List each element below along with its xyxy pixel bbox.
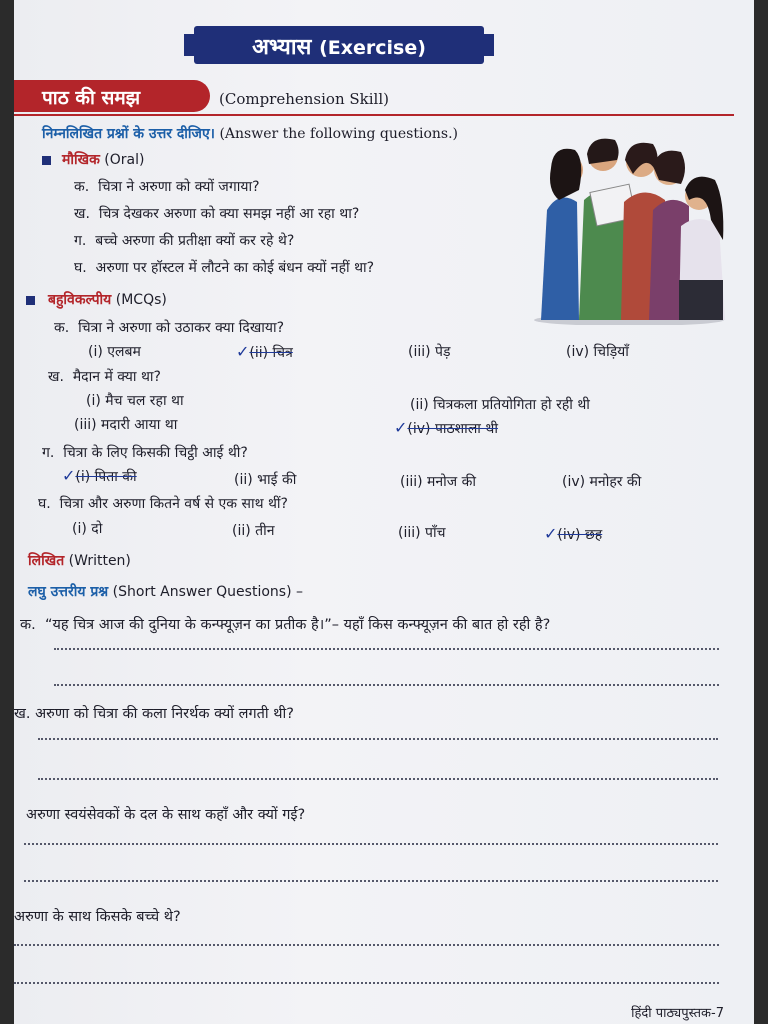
section-subtitle: (Comprehension Skill) — [219, 90, 389, 108]
mcq-option: (iv) चिड़ियाँ — [566, 344, 629, 360]
mcq-option: (iii) मदारी आया था — [74, 417, 178, 433]
mcq-option: (i) मैच चल रहा था — [86, 393, 184, 409]
mcq-option: (iii) मनोज की — [400, 474, 477, 490]
written-question: ख. अरुणा को चित्रा की कला निरर्थक क्यों लगती थी? — [14, 706, 294, 722]
answer-line[interactable] — [14, 944, 719, 946]
mcq-question: ख. मैदान में क्या था? — [48, 369, 161, 385]
mcq-option: (iii) पाँच — [398, 525, 446, 541]
girls-illustration — [529, 130, 734, 325]
instruction-hindi: निम्नलिखित प्रश्नों के उत्तर दीजिए। — [42, 126, 215, 142]
short-answer-heading: लघु उत्तरीय प्रश्न (Short Answer Questions) – — [28, 584, 303, 600]
mcq-option: (ii) चित्रकला प्रतियोगिता हो रही थी — [410, 397, 590, 413]
mcq-heading: बहुविकल्पीय (MCQs) — [48, 292, 167, 308]
mcq-bullet — [26, 296, 35, 305]
answer-line[interactable] — [38, 778, 718, 780]
banner-hindi: अभ्यास — [252, 35, 312, 60]
mcq-option: (iii) पेड़ — [408, 344, 451, 360]
mcq-question: ग. चित्रा के लिए किसकी चिट्ठी आई थी? — [42, 445, 248, 461]
answer-line[interactable] — [24, 843, 718, 845]
written-question: क. “यह चित्र आज की दुनिया के कन्फ्यूज़न का प्रतीक है।”– यहाँ किस कन्फ्यूज़न की बात हो रही है? — [20, 617, 551, 633]
page-footer: हिंदी पाठ्यपुस्तक-7 — [631, 1006, 724, 1021]
answer-line[interactable] — [54, 648, 719, 650]
instruction — [42, 124, 458, 143]
mcq-option: (i) दो — [72, 521, 103, 537]
oral-heading: मौखिक (Oral) — [62, 152, 145, 168]
mcq-option-marked: ✓(iv) पाठशाला थी — [394, 418, 498, 437]
mcq-question: क. चित्रा ने अरुणा को उठाकर क्या दिखाया? — [54, 320, 285, 336]
mcq-option: (ii) तीन — [232, 523, 275, 539]
mcq-option-marked: ✓(iv) छह — [544, 524, 603, 543]
banner-english: (Exercise) — [319, 37, 426, 59]
answer-line[interactable] — [38, 738, 718, 740]
written-question: अरुणा स्वयंसेवकों के दल के साथ कहाँ और क्यों गई? — [26, 807, 306, 823]
mcq-option-marked: ✓(i) पिता की — [62, 466, 137, 485]
oral-question: ग. बच्चे अरुणा की प्रतीक्षा क्यों कर रहे थे? — [74, 233, 295, 249]
written-question: अरुणा के साथ किसके बच्चे थे? — [14, 909, 181, 925]
mcq-option: (iv) मनोहर की — [562, 474, 642, 490]
instruction-english: (Answer the following questions.) — [219, 126, 458, 142]
answer-line[interactable] — [14, 982, 719, 984]
oral-question: ख. चित्र देखकर अरुणा को क्या समझ नहीं आ रहा था? — [74, 206, 360, 222]
mcq-question: घ. चित्रा और अरुणा कितने वर्ष से एक साथ थीं? — [38, 496, 288, 512]
oral-bullet — [42, 156, 51, 165]
written-heading: लिखित (Written) — [28, 553, 131, 569]
oral-question: क. चित्रा ने अरुणा को क्यों जगाया? — [74, 179, 260, 195]
mcq-option-marked: ✓(ii) चित्र — [236, 342, 293, 361]
answer-line[interactable] — [24, 880, 718, 882]
exercise-banner — [194, 26, 484, 64]
mcq-option: (i) एलबम — [88, 344, 141, 360]
mcq-option: (ii) भाई की — [234, 472, 297, 488]
oral-question: घ. अरुणा पर हॉस्टल में लौटने का कोई बंधन क्यों नहीं था? — [74, 260, 375, 276]
textbook-page — [14, 0, 754, 1024]
section-divider — [14, 114, 734, 116]
section-title: पाठ की समझ — [42, 87, 141, 109]
answer-line[interactable] — [54, 684, 719, 686]
section-header — [14, 80, 210, 112]
